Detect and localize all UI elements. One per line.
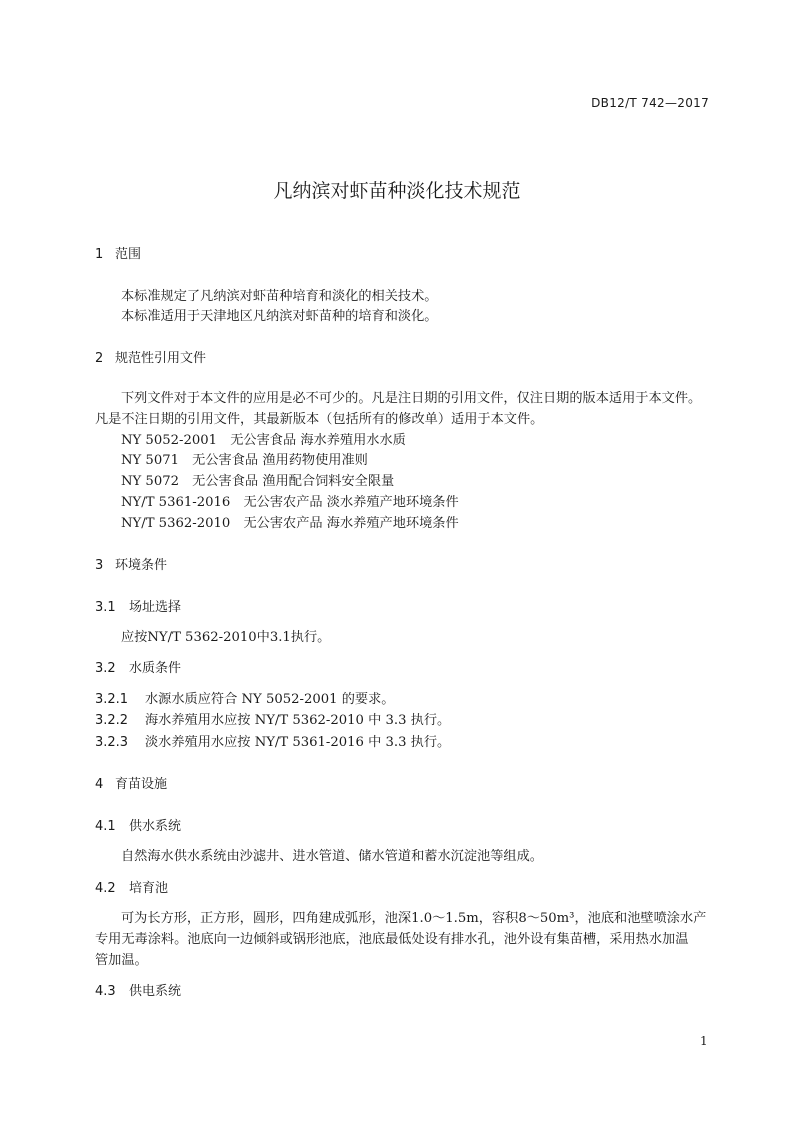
subsection-3-1-heading bbox=[95, 596, 181, 615]
paragraph-line: 管加温。 bbox=[95, 953, 148, 968]
section-4-heading bbox=[95, 773, 167, 792]
paragraph: 下列文件对于本文件的应用是必不可少的。凡是注日期的引用文件，仅注日期的版本适用于本文件。 bbox=[121, 391, 702, 406]
clause-3-2-2 bbox=[95, 709, 450, 728]
section-2-heading bbox=[95, 347, 206, 366]
subsection-3-2-heading bbox=[95, 657, 181, 676]
section-number: 3 bbox=[95, 558, 104, 573]
section-number: 4 bbox=[95, 777, 104, 792]
section-number: 4.1 bbox=[95, 819, 116, 834]
clause-text: 水源水质应符合 NY 5052-2001 的要求。 bbox=[145, 692, 395, 707]
section-title: 培育池 bbox=[129, 881, 169, 896]
section-3-heading bbox=[95, 554, 167, 573]
section-number: 2 bbox=[95, 351, 104, 366]
paragraph: 自然海水供水系统由沙滤井、进水管道、储水管道和蓄水沉淀池等组成。 bbox=[121, 849, 543, 864]
clause-number: 3.2.1 bbox=[95, 692, 129, 707]
paragraph-line: 专用无毒涂料。池底向一边倾斜或锅形池底，池底最低处设有排水孔，池外设有集苗槽，采用热水加温 bbox=[95, 932, 689, 947]
document-code: DB12/T 742—2017 bbox=[591, 96, 709, 110]
reference-item: NY 5052-2001 无公害食品 海水养殖用水水质 bbox=[121, 433, 406, 448]
clause-number: 3.2.2 bbox=[95, 713, 129, 728]
section-title: 供水系统 bbox=[129, 819, 182, 834]
section-title: 水质条件 bbox=[129, 661, 182, 676]
section-title: 供电系统 bbox=[129, 984, 182, 999]
page-number: 1 bbox=[700, 1034, 708, 1048]
paragraph: 凡是不注日期的引用文件，其最新版本（包括所有的修改单）适用于本文件。 bbox=[95, 412, 544, 427]
subsection-4-2-heading bbox=[95, 877, 168, 896]
section-number: 1 bbox=[95, 247, 104, 262]
clause-text: 海水养殖用水应按 NY/T 5362-2010 中 3.3 执行。 bbox=[145, 713, 451, 728]
section-number: 3.1 bbox=[95, 600, 116, 615]
section-title: 育苗设施 bbox=[115, 777, 168, 792]
section-number: 4.3 bbox=[95, 984, 116, 999]
subsection-4-1-heading bbox=[95, 815, 181, 834]
section-title: 范围 bbox=[115, 247, 142, 262]
section-title: 环境条件 bbox=[115, 558, 168, 573]
reference-item: NY 5071 无公害食品 渔用药物使用准则 bbox=[121, 453, 368, 468]
section-number: 3.2 bbox=[95, 661, 116, 676]
reference-item: NY/T 5361-2016 无公害农产品 淡水养殖产地环境条件 bbox=[121, 495, 459, 510]
section-number: 4.2 bbox=[95, 881, 116, 896]
paragraph: 应按NY/T 5362-2010中3.1执行。 bbox=[121, 630, 331, 645]
clause-text: 淡水养殖用水应按 NY/T 5361-2016 中 3.3 执行。 bbox=[145, 735, 451, 750]
paragraph: 本标准规定了凡纳滨对虾苗种培育和淡化的相关技术。 bbox=[121, 289, 438, 304]
paragraph: 本标准适用于天津地区凡纳滨对虾苗种的培育和淡化。 bbox=[121, 309, 438, 324]
subsection-4-3-heading bbox=[95, 980, 181, 999]
section-1-heading bbox=[95, 243, 141, 262]
paragraph-line: 可为长方形，正方形，圆形，四角建成弧形，池深1.0～1.5m，容积8～50m³，池底和池壁喷涂水产 bbox=[121, 911, 707, 926]
section-title: 规范性引用文件 bbox=[115, 351, 207, 366]
reference-item: NY/T 5362-2010 无公害农产品 海水养殖产地环境条件 bbox=[121, 516, 459, 531]
page-title: 凡纳滨对虾苗种淡化技术规范 bbox=[273, 180, 521, 202]
clause-number: 3.2.3 bbox=[95, 735, 129, 750]
reference-item: NY 5072 无公害食品 渔用配合饲料安全限量 bbox=[121, 474, 395, 489]
clause-3-2-1 bbox=[95, 688, 394, 707]
section-title: 场址选择 bbox=[129, 600, 182, 615]
clause-3-2-3 bbox=[95, 731, 450, 750]
